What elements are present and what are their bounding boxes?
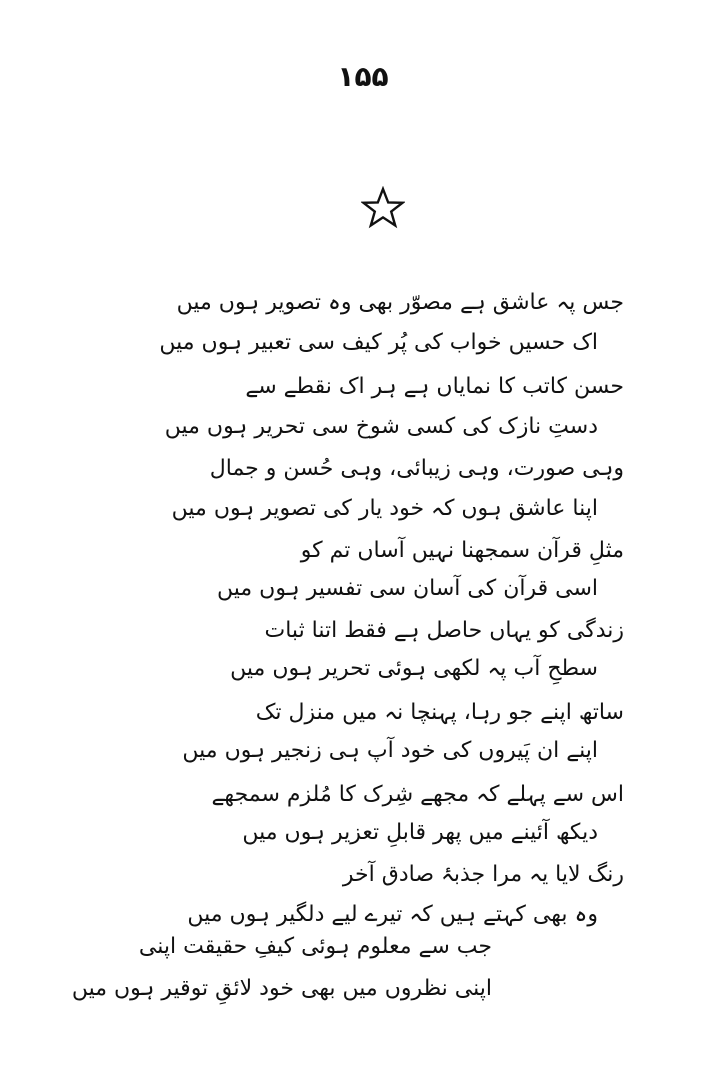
star-outline-icon xyxy=(361,186,405,230)
verse-line: حسن کاتب کا نمایاں ہے ہر اک نقطے سے xyxy=(245,374,624,399)
verse-line: رنگ لایا یہ مرا جذبۂ صادق آخر xyxy=(342,862,624,887)
poem xyxy=(0,280,726,1040)
verse-line: مثلِ قرآن سمجھنا نہیں آساں تم کو xyxy=(300,538,624,563)
verse-line: اپنا عاشق ہوں کہ خود یار کی تصویر ہوں میں xyxy=(171,496,598,521)
verse-line: جس پہ عاشق ہے مصوّر بھی وہ تصویر ہوں میں xyxy=(176,290,624,315)
verse-line: اپنی نظروں میں بھی خود لائقِ توقیر ہوں میں xyxy=(71,976,492,1001)
page-number: ۱۵۵ xyxy=(337,60,389,93)
verse-line: ساتھ اپنے جو رہا، پہنچا نہ میں منزل تک xyxy=(255,700,624,725)
verse-line: جب سے معلوم ہوئی کیفِ حقیقت اپنی xyxy=(138,934,492,959)
verse-line: سطحِ آب پہ لکھی ہوئی تحریر ہوں میں xyxy=(230,656,598,681)
verse-line: دیکھ آئینے میں پھر قابلِ تعزیر ہوں میں xyxy=(242,820,598,845)
verse-line: زندگی کو یہاں حاصل ہے فقط اتنا ثبات xyxy=(264,618,624,643)
verse-line: وہ بھی کہتے ہیں کہ تیرے لیے دلگیر ہوں میں xyxy=(187,902,598,927)
verse-line: وہی صورت، وہی زیبائی، وہی حُسن و جمال xyxy=(209,456,624,481)
verse-line: اسی قرآن کی آسان سی تفسیر ہوں میں xyxy=(217,576,598,601)
verse-line: اپنے ان پَیروں کی خود آپ ہی زنجیر ہوں میں xyxy=(182,738,598,763)
verse-line: اک حسیں خواب کی پُر کیف سی تعبیر ہوں میں xyxy=(159,330,598,355)
verse-line: دستِ نازک کی کسی شوخ سی تحریر ہوں میں xyxy=(164,414,598,439)
verse-line: اس سے پہلے کہ مجھے شِرک کا مُلزم سمجھے xyxy=(211,782,624,807)
